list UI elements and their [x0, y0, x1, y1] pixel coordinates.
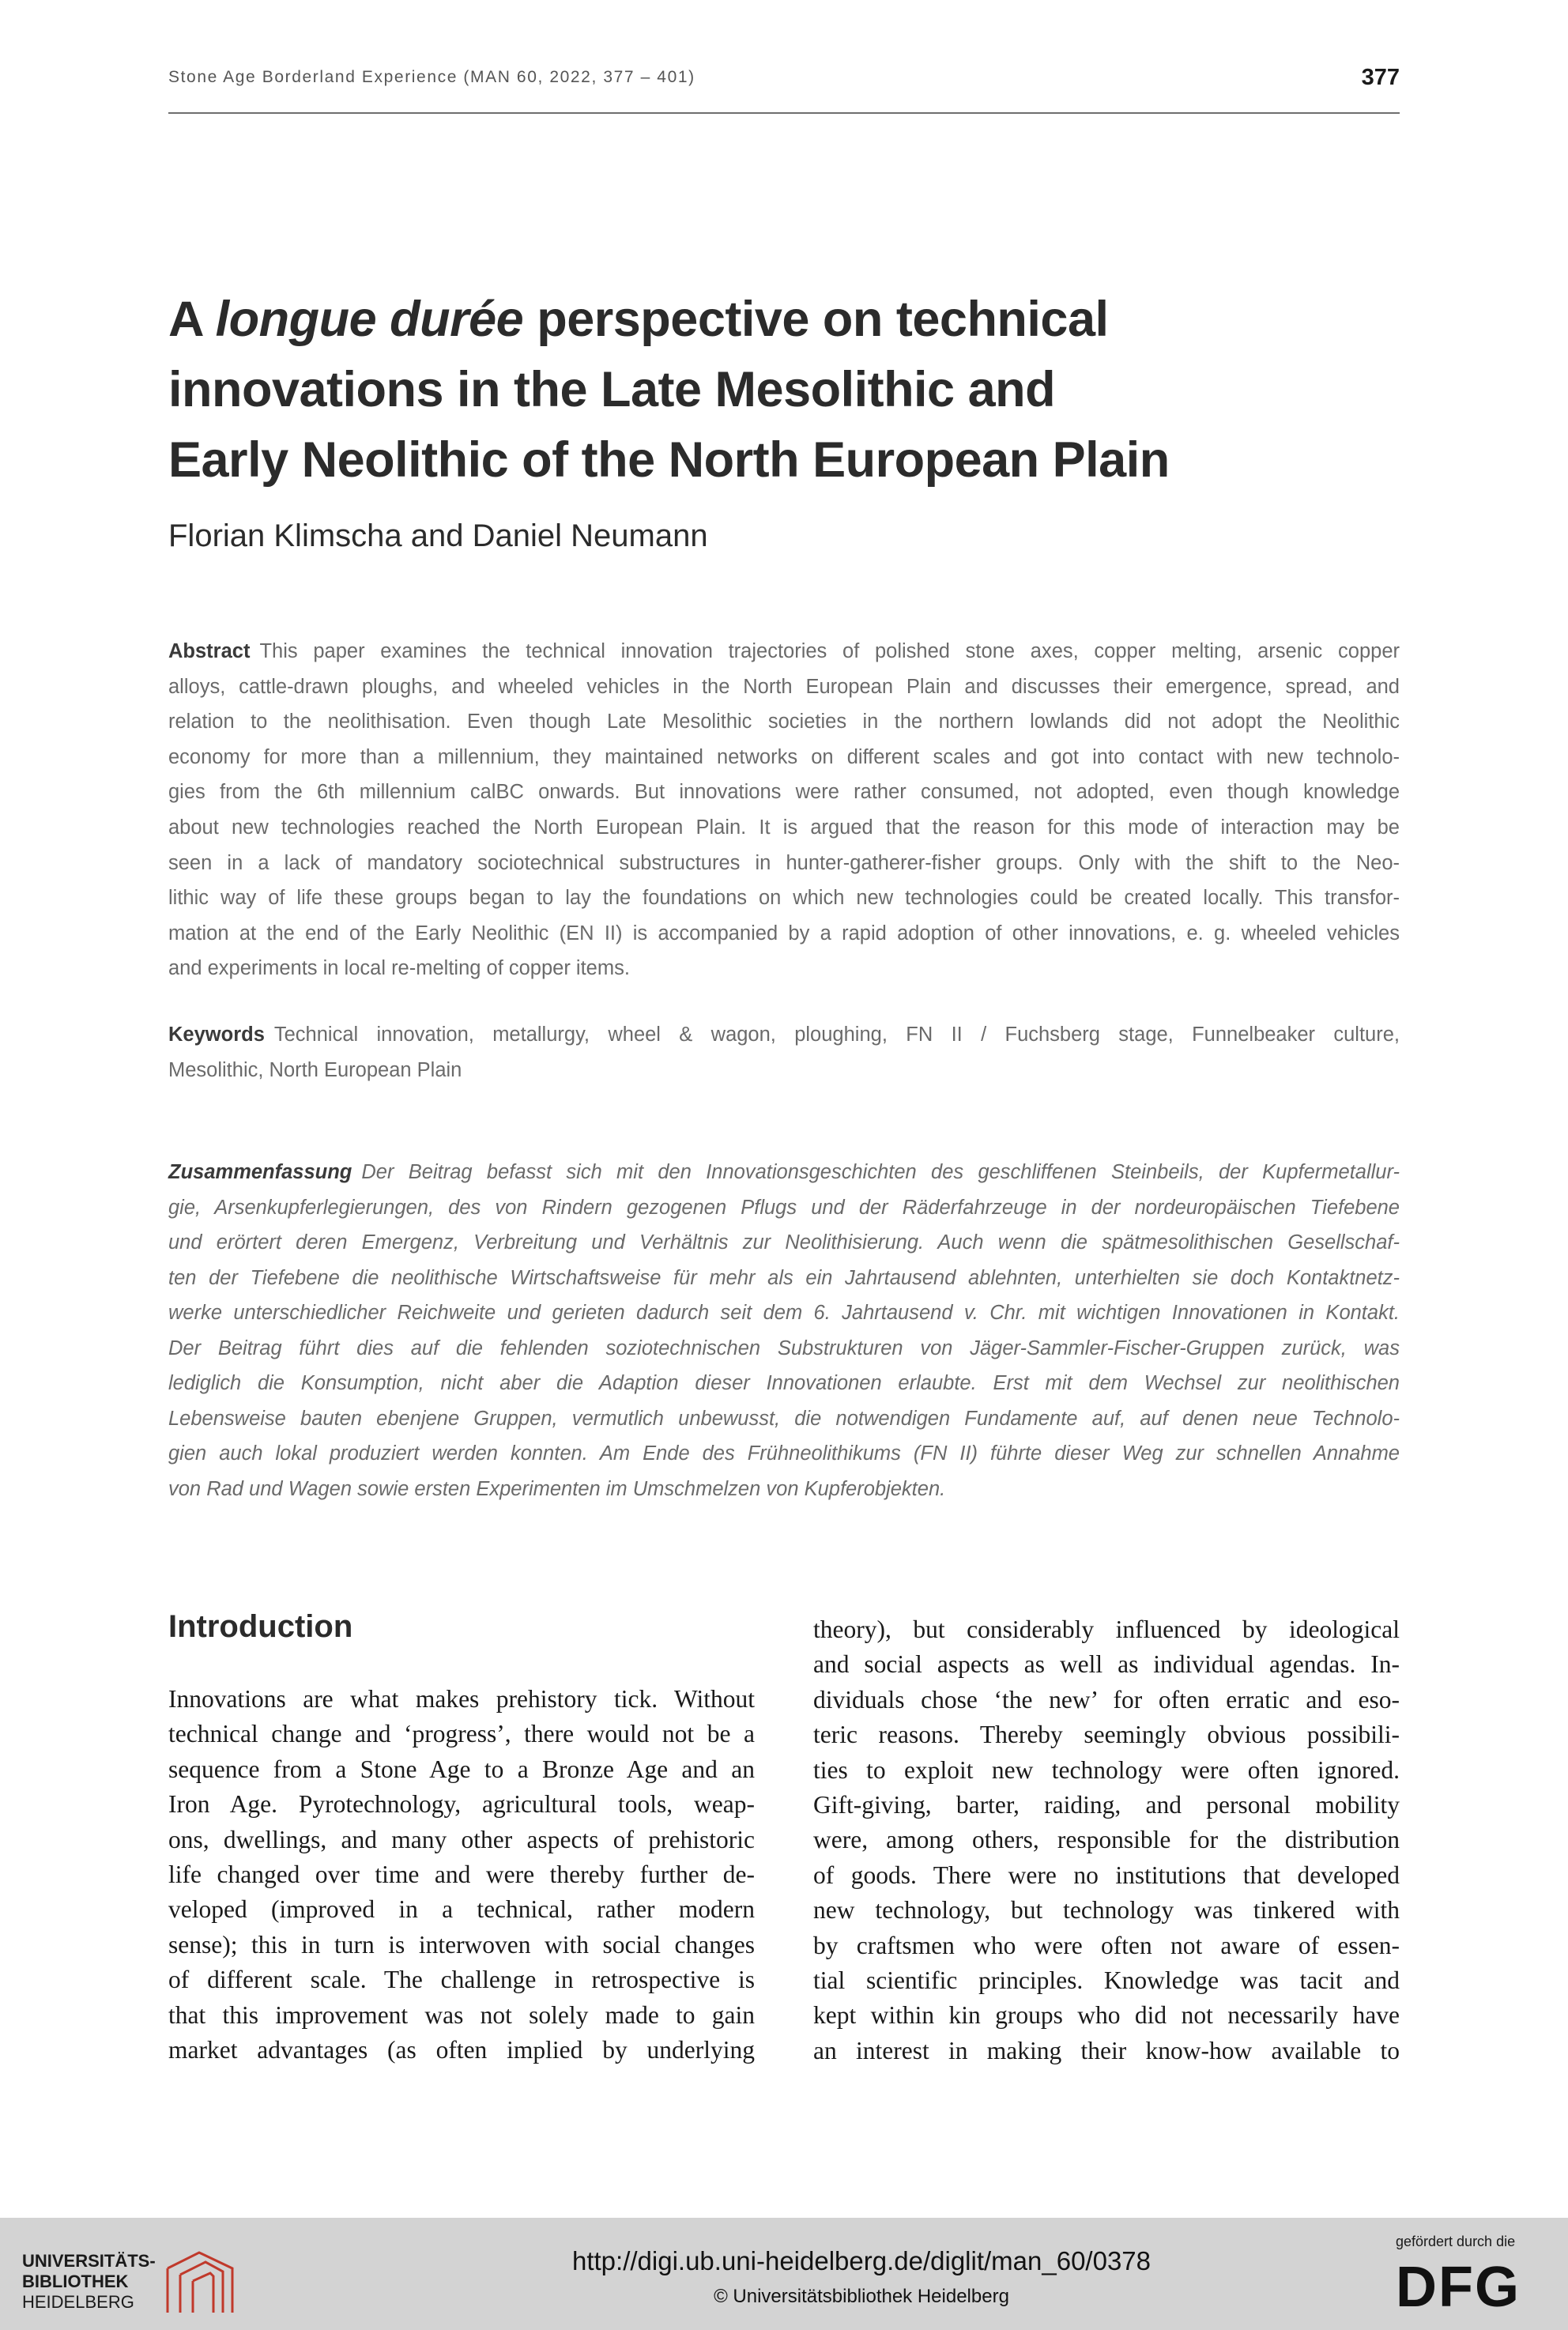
body-line: Gift-giving, barter, raiding, and personal mobility	[813, 1791, 1400, 1819]
title-line	[168, 425, 1401, 496]
abstract-line: seen in a lack of mandatory sociotechnical substructures in hunter-gatherer-fisher groups. Only with the shift to the Neo-	[168, 851, 1400, 874]
body-line: by craftsmen who were often not aware of essen-	[813, 1931, 1400, 1959]
zusammenfassung-line: Lebensweise bauten ebenjene Gruppen, vermutlich unbewusst, die notwendigen Fundamente auf, auf denen neue Technolo-	[168, 1407, 1400, 1430]
title-text: Early Neolithic of the North European Plain	[168, 432, 1170, 488]
body-line: Iron Age. Pyrotechnology, agricultural tools, weap-	[168, 1790, 755, 1819]
zusammenfassung-label: Zusammenfassung	[168, 1161, 352, 1183]
body-line: kept within kin groups who did not necessarily have	[813, 2001, 1400, 2030]
zusammenfassung-line: gien auch lokal produziert werden konnten. Am Ende des Frühneolithikums (FN II) führte dieser Weg zur schnellen Annahme	[168, 1442, 1400, 1465]
zusammenfassung-text: Der Beitrag befasst sich mit den Innovationsgeschichten des geschliffenen Steinbeils, der Kupfermetallur-	[361, 1161, 1400, 1183]
authors: Florian Klimscha and Daniel Neumann	[168, 518, 708, 553]
footer-url-link[interactable]: http://digi.ub.uni-heidelberg.de/diglit/man_60/0378	[571, 2246, 1152, 2275]
title-text: perspective on technical	[523, 292, 1109, 347]
body-line: teric reasons. Thereby seemingly obvious possibili-	[813, 1721, 1400, 1749]
body-line: veloped (improved in a technical, rather modern	[168, 1895, 755, 1924]
body-line: life changed over time and were thereby further de-	[168, 1861, 755, 1889]
footer-copyright: © Universitätsbibliothek Heidelberg	[714, 2286, 1009, 2307]
running-header	[168, 65, 1400, 114]
keywords-text: Technical innovation, metallurgy, wheel & wagon, ploughing, FN II / Fuchsberg stage, Funnelbeaker culture,	[273, 1024, 1400, 1046]
keywords-label: Keywords	[168, 1024, 265, 1046]
zusammenfassung-line: ten der Tiefebene die neolithische Wirtschaftsweise für mehr als ein Jahrtausend ablehnten, unterhielten sie doch Kontaktnetz-	[168, 1266, 1400, 1289]
body-line: theory), but considerably influenced by ideological	[813, 1616, 1400, 1643]
body-line: were, among others, responsible for the distribution	[813, 1826, 1400, 1854]
body-line: dividuals chose ‘the new’ for often erratic and eso-	[813, 1685, 1400, 1714]
body-line: of goods. There were no institutions that developed	[813, 1861, 1400, 1889]
library-name-line: HEIDELBERG	[22, 2292, 134, 2312]
article-title	[168, 285, 1401, 496]
page-number: 377	[1361, 65, 1400, 90]
abstract-line: gies from the 6th millennium calBC onwards. But innovations were rather consumed, not adopted, even though knowledge	[168, 781, 1400, 804]
abstract-line: mation at the end of the Early Neolithic (EN II) is accompanied by a rapid adoption of other innovations, e. g. wheeled vehicles	[168, 922, 1400, 944]
body-line: sequence from a Stone Age to a Bronze Age and an	[168, 1755, 755, 1783]
body-column-right	[813, 1612, 1400, 2068]
body-line: tial scientific principles. Knowledge was tacit and	[813, 1966, 1400, 1995]
body-line: sense); this in turn is interwoven with social changes	[168, 1930, 755, 1959]
body-line: ons, dwellings, and many other aspects of prehistoric	[168, 1825, 755, 1853]
body-line: an interest in making their know-how available to	[813, 2036, 1400, 2064]
body-line: and social aspects as well as individual agendas. In-	[813, 1650, 1400, 1679]
library-name-line: BIBLIOTHEK	[22, 2272, 129, 2291]
title-line	[168, 285, 1401, 355]
abstract-line: economy for more than a millennium, they maintained networks on different scales and got into contact with new technolo-	[168, 745, 1400, 768]
zusammenfassung-line: und erörtert deren Emergenz, Verbreitung und Verhältnis zur Neolithisierung. Auch wenn die spätmesolithischen Gesellschaf-	[168, 1231, 1400, 1254]
zusammenfassung-line: gie, Arsenkupferlegierungen, des von Rindern gezogenen Pflugs und der Räderfahrzeuge in der nordeuropäischen Tiefebene	[168, 1196, 1400, 1219]
abstract-line: relation to the neolithisation. Even though Late Mesolithic societies in the northern lowlands did not adopt the Neolithic	[168, 711, 1400, 733]
running-title: Stone Age Borderland Experience (MAN 60, 2022, 377 – 401)	[168, 68, 695, 86]
abstract-line	[168, 634, 1400, 669]
body-line: new technology, but technology was tinkered with	[813, 1896, 1400, 1925]
body-line: technical change and ‘progress’, there would not be a	[168, 1720, 755, 1748]
body-line: market advantages (as often implied by underlying	[168, 2036, 755, 2064]
zusammenfassung-line: von Rad und Wagen sowie ersten Experimenten im Umschmelzen von Kupferobjekten.	[168, 1477, 946, 1500]
abstract-line: about new technologies reached the North European Plain. It is argued that the reason for this mode of interaction may be	[168, 816, 1400, 839]
abstract	[168, 634, 1400, 986]
abstract-line: and experiments in local re-melting of copper items.	[168, 957, 630, 980]
abstract-line: alloys, cattle-drawn ploughs, and wheeled vehicles in the North European Plain and discusses their emergence, spread, and	[168, 675, 1400, 698]
zusammenfassung-line: werke unterschiedlicher Reichweite und gerieten dadurch seit dem 6. Jahrtausend v. Chr. mit wichtigen Innovationen in Kontakt.	[168, 1302, 1400, 1324]
abstract-text: This paper examines the technical innovation trajectories of polished stone axes, copper melting, arsenic copper	[259, 640, 1400, 662]
zusammenfassung-line: lediglich die Konsumption, nicht aber die Adaption dieser Innovationen erlaubte. Erst mit dem Wechsel zur neolithischen	[168, 1372, 1400, 1394]
footer-band	[0, 2218, 1568, 2330]
funding-caption: gefördert durch die	[1396, 2234, 1516, 2249]
title-line	[168, 355, 1401, 425]
section-heading-introduction: Introduction	[168, 1609, 353, 1644]
abstract-label: Abstract	[168, 640, 251, 662]
keywords	[168, 1017, 1400, 1088]
body-line: of different scale. The challenge in retrospective is	[168, 1966, 755, 1994]
body-column-left	[168, 1682, 755, 2068]
body-line: Innovations are what makes prehistory tick. Without	[168, 1685, 755, 1713]
abstract-line: lithic way of life these groups began to lay the foundations on which new technologies could be created locally. This transfor-	[168, 887, 1400, 910]
title-text: A	[168, 292, 216, 347]
dfg-logo[interactable]: DFG	[1396, 2256, 1521, 2319]
title-italic-text: longue durée	[215, 292, 524, 347]
keywords-line: Mesolithic, North European Plain	[168, 1058, 462, 1081]
body-line: that this improvement was not solely made to gain	[168, 2000, 755, 2029]
zusammenfassung-line	[168, 1155, 1400, 1190]
body-line: ties to exploit new technology were often ignored.	[813, 1755, 1400, 1784]
title-text: innovations in the Late Mesolithic and	[168, 362, 1056, 417]
library-name-line: UNIVERSITÄTS-	[22, 2251, 156, 2271]
zusammenfassung-line: Der Beitrag führt dies auf die fehlenden soziotechnischen Substrukturen von Jäger-Sammler-Fischer-Gruppen zurück, was	[168, 1337, 1400, 1359]
zusammenfassung	[168, 1155, 1400, 1506]
keywords-line	[168, 1017, 1400, 1053]
